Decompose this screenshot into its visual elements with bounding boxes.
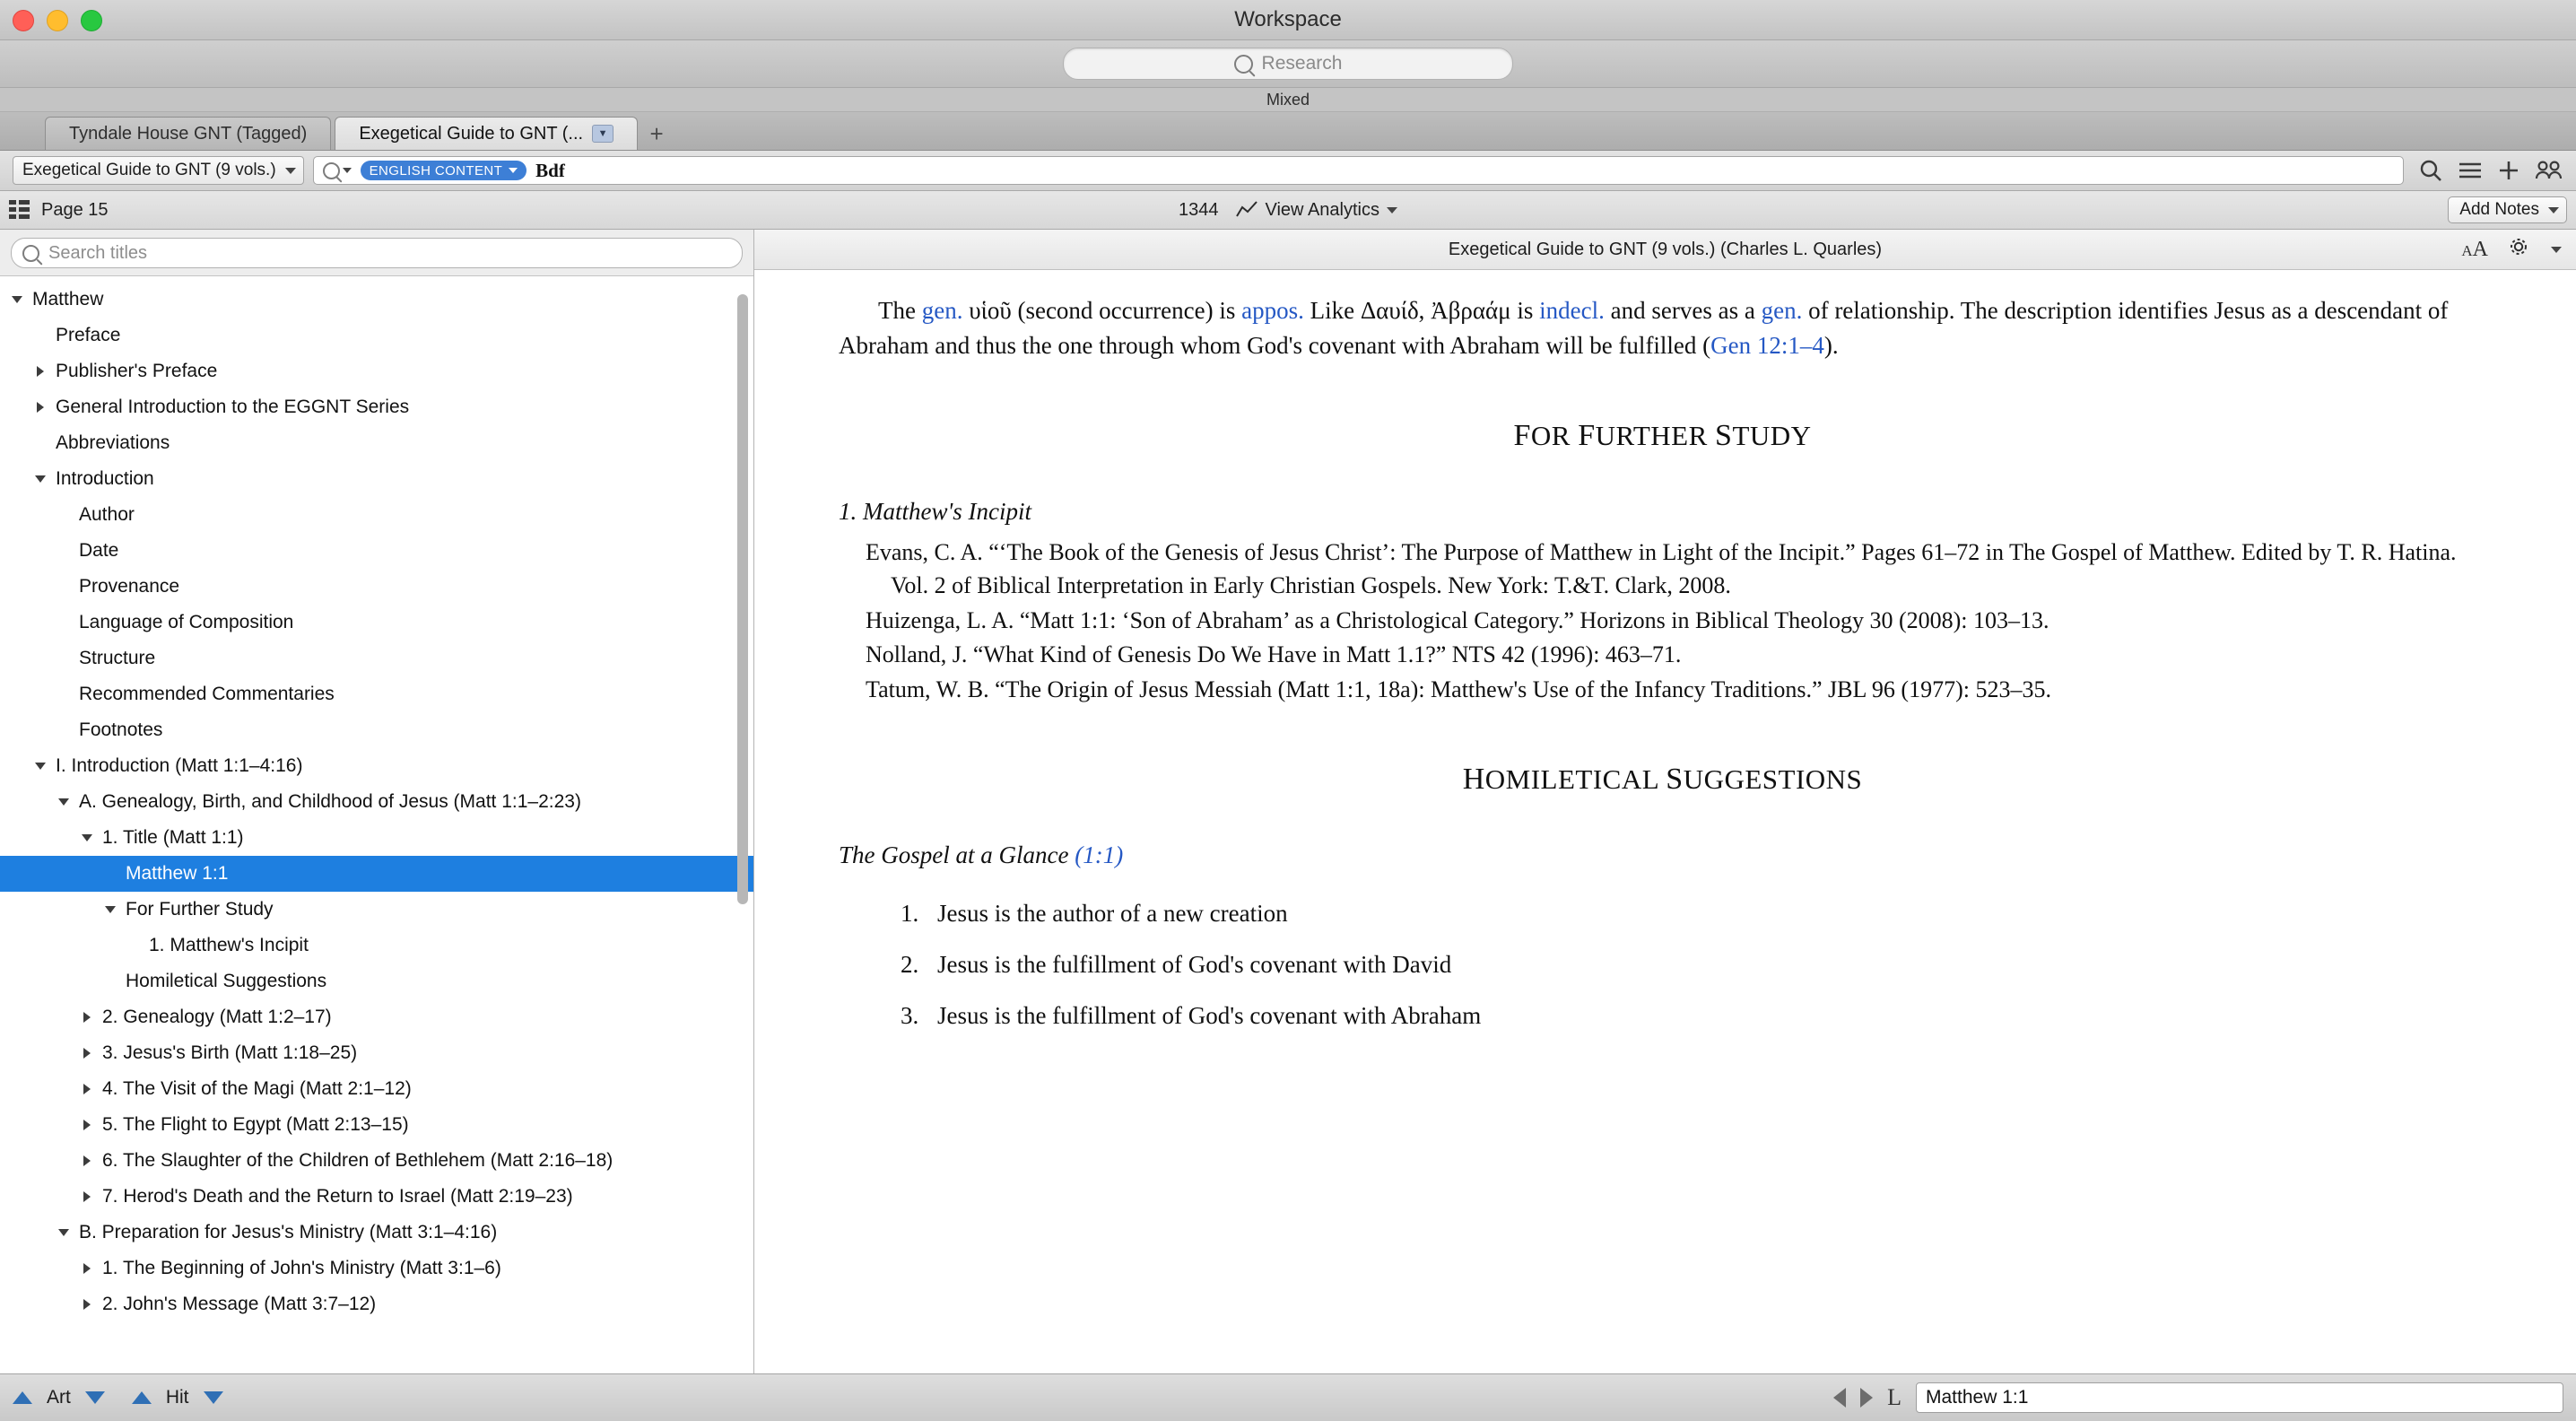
sidebar-item-label: Structure bbox=[79, 648, 156, 668]
chevron-down-icon[interactable] bbox=[7, 296, 27, 303]
chevron-down-icon bbox=[2548, 207, 2559, 214]
plus-icon[interactable] bbox=[2497, 159, 2520, 182]
status-bar bbox=[0, 1373, 2576, 1421]
sidebar-item-label: 7. Herod's Death and the Return to Israel (Matt 2:19–23) bbox=[102, 1186, 573, 1207]
chevron-down-icon[interactable] bbox=[100, 906, 120, 913]
page-indicator[interactable]: Page 15 bbox=[41, 199, 109, 220]
sidebar-item[interactable] bbox=[0, 820, 753, 856]
chevron-right-icon[interactable] bbox=[77, 1191, 97, 1202]
reference-input[interactable] bbox=[1916, 1382, 2563, 1413]
add-notes-button[interactable] bbox=[2448, 196, 2567, 223]
bibliography-list bbox=[839, 536, 2486, 708]
appos-link[interactable]: appos. bbox=[1241, 297, 1304, 324]
window-controls bbox=[13, 10, 102, 31]
paragraph-text: ). bbox=[1823, 332, 1839, 360]
chevron-down-icon[interactable] bbox=[2551, 247, 2562, 253]
sidebar-item-label: Introduction bbox=[56, 468, 154, 489]
sidebar-item[interactable] bbox=[0, 963, 753, 999]
chevron-right-icon[interactable] bbox=[77, 1155, 97, 1166]
sidebar-item-label: 1. The Beginning of John's Ministry (Matt 3:1–6) bbox=[102, 1258, 501, 1278]
chevron-down-icon[interactable] bbox=[54, 1229, 74, 1236]
sub-toolbar-center bbox=[1179, 200, 1397, 221]
sidebar-item-label: Author bbox=[79, 504, 135, 525]
sidebar-item-label: For Further Study bbox=[126, 899, 274, 920]
hit-count: 1344 bbox=[1179, 199, 1219, 220]
view-analytics-label: View Analytics bbox=[1265, 199, 1379, 220]
hit-label: Hit bbox=[165, 1387, 189, 1408]
sidebar-item-label: Publisher's Preface bbox=[56, 361, 218, 381]
chevron-down-icon bbox=[1387, 207, 1397, 214]
paragraph-text: and serves as a bbox=[1604, 297, 1762, 324]
sidebar-item[interactable] bbox=[0, 425, 753, 461]
paragraph-text: The bbox=[878, 297, 922, 324]
paragraph-text: of relationship. The description identifies Jesus as a descendant of Abraham and thus the one through whom God's covenant with Abraham will be fulfilled ( bbox=[839, 297, 2449, 360]
sidebar-item[interactable] bbox=[0, 1071, 753, 1107]
footer-right bbox=[1833, 1382, 2563, 1413]
table-of-contents-tree[interactable] bbox=[0, 276, 753, 1373]
further-study-heading: FOR FURTHER STUDY bbox=[1513, 419, 1812, 453]
sidebar-item-label: Provenance bbox=[79, 576, 180, 597]
global-search-placeholder: Research bbox=[1261, 53, 1343, 74]
chevron-right-icon[interactable] bbox=[77, 1299, 97, 1310]
sidebar-item[interactable] bbox=[0, 569, 753, 605]
chevron-down-icon[interactable] bbox=[54, 798, 74, 806]
paragraph-text: υἱοῦ (second occurrence) is bbox=[962, 297, 1242, 324]
main-area bbox=[0, 230, 2576, 1373]
page-title: Workspace bbox=[1234, 7, 1342, 31]
sidebar-item[interactable] bbox=[0, 461, 753, 497]
search-query-text: Bdf bbox=[535, 159, 565, 181]
bibliography-entry: Evans, C. A. “‘The Book of the Genesis of Jesus Christ’: The Purpose of Matthew in Light of the Incipit.” Pages 61–72 in The Gospel of Matthew. Edited by T. R. Hatina. Vol. 2 of Biblical Interpretation in Early Christian Gospels. New York: T.&T. Clark, 2008. bbox=[866, 538, 2457, 598]
sidebar-search-row bbox=[0, 230, 753, 276]
sidebar-item-label: Recommended Commentaries bbox=[79, 684, 335, 704]
sidebar-item[interactable] bbox=[0, 999, 753, 1035]
previous-art-button[interactable] bbox=[13, 1391, 32, 1404]
sidebar-item-label: Abbreviations bbox=[56, 432, 170, 453]
search-icon bbox=[1234, 55, 1253, 74]
scripture-reference-link[interactable]: Gen 12:1–4 bbox=[1710, 332, 1824, 360]
layout-mode-label: Mixed bbox=[0, 88, 2576, 112]
library-icon[interactable]: L bbox=[1887, 1384, 1902, 1410]
chevron-down-icon[interactable]: ▼ bbox=[592, 125, 614, 143]
gear-icon[interactable] bbox=[2508, 235, 2531, 264]
list-icon[interactable] bbox=[2458, 160, 2483, 181]
list-item: 3. Jesus is the fulfillment of God's covenant with Abraham bbox=[925, 998, 2486, 1033]
sidebar-scrollbar-thumb[interactable] bbox=[737, 294, 748, 904]
search-icon bbox=[323, 162, 352, 179]
previous-hit-button[interactable] bbox=[132, 1391, 152, 1404]
sidebar-item-label: General Introduction to the EGGNT Series bbox=[56, 397, 410, 417]
chevron-right-icon[interactable] bbox=[77, 1120, 97, 1130]
sidebar-item[interactable] bbox=[0, 856, 753, 892]
list-item: 1. Jesus is the author of a new creation bbox=[925, 896, 2486, 931]
sidebar-item[interactable] bbox=[0, 1286, 753, 1322]
sidebar-item[interactable] bbox=[0, 389, 753, 425]
next-hit-button[interactable] bbox=[204, 1391, 223, 1404]
sidebar-item-label: A. Genealogy, Birth, and Childhood of Jesus (Matt 1:1–2:23) bbox=[79, 791, 581, 812]
homiletical-suggestions-heading: HOMILETICAL SUGGESTIONS bbox=[1462, 763, 1863, 797]
sidebar bbox=[0, 230, 754, 1373]
sidebar-item[interactable] bbox=[0, 1215, 753, 1251]
tab-exegetical-guide[interactable] bbox=[335, 117, 638, 150]
search-titles-input[interactable] bbox=[11, 238, 743, 268]
sidebar-item[interactable] bbox=[0, 928, 753, 963]
sidebar-item[interactable] bbox=[0, 676, 753, 712]
sidebar-item[interactable] bbox=[0, 282, 753, 318]
sidebar-item-label: Date bbox=[79, 540, 119, 561]
sidebar-item-label: 6. The Slaughter of the Children of Bethlehem (Matt 2:16–18) bbox=[102, 1150, 614, 1171]
chevron-down-icon bbox=[509, 168, 518, 173]
search-scope-label: ENGLISH CONTENT bbox=[369, 162, 503, 179]
sidebar-item-label: Footnotes bbox=[79, 719, 163, 740]
chevron-right-icon[interactable] bbox=[77, 1048, 97, 1059]
resource-selector[interactable] bbox=[13, 156, 304, 185]
title-bar bbox=[0, 0, 2576, 40]
next-art-button[interactable] bbox=[85, 1391, 105, 1404]
sidebar-item[interactable] bbox=[0, 1107, 753, 1143]
sidebar-item-label: 1. Matthew's Incipit bbox=[149, 935, 309, 955]
search-titles-placeholder: Search titles bbox=[48, 242, 148, 263]
chevron-right-icon[interactable] bbox=[77, 1012, 97, 1023]
back-button[interactable] bbox=[1833, 1388, 1846, 1408]
bibliography-entry: Tatum, W. B. “The Origin of Jesus Messiah (Matt 1:1, 18a): Matthew's Use of the Infancy Traditions.” JBL 96 (1977): 523–35. bbox=[866, 676, 2051, 703]
sidebar-item[interactable] bbox=[0, 1251, 753, 1286]
chevron-down-icon[interactable] bbox=[30, 475, 50, 483]
search-icon[interactable] bbox=[2418, 158, 2443, 183]
tab-bar bbox=[0, 112, 2576, 151]
reference-value: Matthew 1:1 bbox=[1926, 1387, 2029, 1408]
reader-header bbox=[754, 230, 2576, 270]
command-bar-icons bbox=[2413, 158, 2563, 183]
add-notes-label: Add Notes bbox=[2459, 200, 2539, 219]
document-content bbox=[754, 270, 2576, 1373]
body-paragraph bbox=[839, 293, 2486, 363]
minimize-window-button[interactable] bbox=[47, 10, 68, 31]
tab-tyndale-house-gnt[interactable] bbox=[45, 117, 331, 150]
chevron-right-icon[interactable] bbox=[30, 402, 50, 413]
search-scope-pill[interactable] bbox=[361, 161, 527, 180]
sidebar-item[interactable] bbox=[0, 605, 753, 641]
chevron-right-icon[interactable] bbox=[77, 1084, 97, 1094]
sidebar-scrollbar[interactable] bbox=[737, 294, 748, 1364]
chevron-down-icon bbox=[285, 168, 296, 174]
sidebar-item-label: 5. The Flight to Egypt (Matt 2:13–15) bbox=[102, 1114, 409, 1135]
gen-link[interactable]: gen. bbox=[921, 297, 963, 324]
reader-title: Exegetical Guide to GNT (9 vols.) (Charles L. Quarles) bbox=[1448, 239, 1883, 259]
sidebar-item-label: Preface bbox=[56, 325, 121, 345]
sidebar-item[interactable] bbox=[0, 641, 753, 676]
sidebar-item-label: Homiletical Suggestions bbox=[126, 971, 327, 991]
glance-reference-link[interactable]: (1:1) bbox=[1075, 841, 1124, 868]
sidebar-item[interactable] bbox=[0, 533, 753, 569]
sidebar-item[interactable] bbox=[0, 784, 753, 820]
chevron-down-icon[interactable] bbox=[77, 834, 97, 841]
reading-pane bbox=[754, 230, 2576, 1373]
people-icon[interactable] bbox=[2535, 159, 2563, 182]
panels-icon[interactable] bbox=[9, 200, 30, 220]
sidebar-item-label: 1. Title (Matt 1:1) bbox=[102, 827, 244, 848]
paragraph-text: Like Δαυίδ, Ἀβραάμ is bbox=[1303, 297, 1540, 324]
tab-label: Exegetical Guide to GNT (... bbox=[359, 123, 584, 144]
sidebar-item[interactable] bbox=[0, 748, 753, 784]
chevron-down-icon[interactable] bbox=[30, 763, 50, 770]
bibliography-entry: Nolland, J. “What Kind of Genesis Do We Have in Matt 1.1?” NTS 42 (1996): 463–71. bbox=[866, 641, 1682, 668]
art-label: Art bbox=[47, 1387, 71, 1408]
sidebar-item[interactable] bbox=[0, 318, 753, 353]
text-size-icon[interactable]: AA bbox=[2461, 237, 2488, 261]
forward-button[interactable] bbox=[1860, 1388, 1873, 1408]
new-tab-button[interactable]: + bbox=[649, 119, 664, 147]
sidebar-item[interactable] bbox=[0, 712, 753, 748]
reader-header-icons bbox=[2461, 235, 2562, 264]
sidebar-item[interactable] bbox=[0, 1179, 753, 1215]
chevron-right-icon[interactable] bbox=[30, 366, 50, 377]
global-search-row bbox=[0, 40, 2576, 88]
gen-link[interactable]: gen. bbox=[1761, 297, 1803, 324]
close-window-button[interactable] bbox=[13, 10, 34, 31]
indecl-link[interactable]: indecl. bbox=[1539, 297, 1605, 324]
sidebar-item-label: Matthew 1:1 bbox=[126, 863, 229, 884]
sidebar-item[interactable] bbox=[0, 1035, 753, 1071]
sidebar-item[interactable] bbox=[0, 497, 753, 533]
sidebar-item-label: B. Preparation for Jesus's Ministry (Matt 3:1–4:16) bbox=[79, 1222, 498, 1242]
command-bar bbox=[0, 151, 2576, 191]
search-input[interactable] bbox=[313, 156, 2404, 185]
sidebar-item[interactable] bbox=[0, 892, 753, 928]
resource-selector-label: Exegetical Guide to GNT (9 vols.) bbox=[22, 161, 276, 179]
tab-label: Tyndale House GNT (Tagged) bbox=[69, 123, 308, 144]
global-search-input[interactable] bbox=[1063, 48, 1513, 80]
glance-title-text: The Gospel at a Glance bbox=[839, 841, 1075, 868]
sidebar-item-label: I. Introduction (Matt 1:1–4:16) bbox=[56, 755, 303, 776]
sidebar-item-label: 2. John's Message (Matt 3:7–12) bbox=[102, 1294, 377, 1314]
sidebar-item-label: 3. Jesus's Birth (Matt 1:18–25) bbox=[102, 1042, 358, 1063]
sidebar-item-label: Language of Composition bbox=[79, 612, 294, 632]
list-item: 2. Jesus is the fulfillment of God's covenant with David bbox=[925, 947, 2486, 982]
chevron-right-icon[interactable] bbox=[77, 1263, 97, 1274]
homiletical-points-list bbox=[839, 896, 2486, 1033]
sidebar-item[interactable] bbox=[0, 1143, 753, 1179]
sidebar-item[interactable] bbox=[0, 353, 753, 389]
glance-title bbox=[839, 838, 2486, 873]
sidebar-item-label: 4. The Visit of the Magi (Matt 2:1–12) bbox=[102, 1078, 412, 1099]
sidebar-item-label: 2. Genealogy (Matt 1:2–17) bbox=[102, 1007, 332, 1027]
search-icon bbox=[22, 245, 39, 262]
view-analytics-button[interactable] bbox=[1235, 200, 1397, 221]
sub-toolbar bbox=[0, 191, 2576, 230]
bibliography-entry: Huizenga, L. A. “Matt 1:1: ‘Son of Abraham’ as a Christological Category.” Horizons in Biblical Theology 30 (2008): 103–13. bbox=[866, 606, 2049, 633]
further-study-item-number: 1. Matthew's Incipit bbox=[839, 497, 1031, 525]
chart-icon bbox=[1235, 200, 1258, 220]
maximize-window-button[interactable] bbox=[81, 10, 102, 31]
sidebar-item-label: Matthew bbox=[32, 289, 104, 309]
